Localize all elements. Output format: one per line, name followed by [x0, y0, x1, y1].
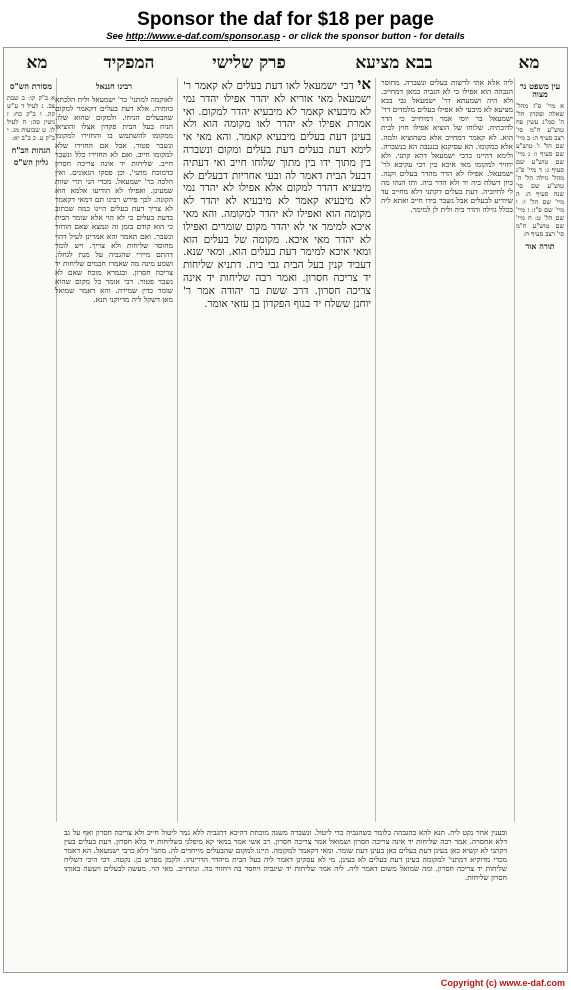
perek-title: פרק שלישי	[212, 53, 286, 73]
gemara-column	[183, 78, 371, 822]
page-header	[4, 52, 567, 74]
talmud-page	[3, 47, 568, 973]
banner-subtitle	[0, 31, 571, 43]
tosafot-text: מכדי הני תרי שוות שמעינן. ואפילו לא הודיעו אלמא הוא הקונה. לכך פירש רבינו תם דמאי דקאמר לא צריך דעת בעלים היינו כמה שכתוב בדעת בעלים כי לא הוי אלא שומר הבית כי הוא קודם בזמן זה ונמצא שאם הוחזר ונשבר. ואם תאמר והא אמרינן לעיל דהוי מחוסר שליחות ולא צריך. ויש לומר דהתם מיירי שהגביה על מנת לגוזלו. ושמע מינה מה שאמרו חכמים שליחות יד צריכה חסרון. ובגמרא מוכח שאם לא נשבר פטור. רבי אומר כל מקום שהוא שומר כדין שמירה. והא דאמר שמואל מאן דשקל ליה מדיוקני תנא.	[55, 176, 173, 305]
chapter-name: המפקיד	[103, 53, 155, 73]
gemara-text: דכי ישמעאל לאו דעת בעלים לא קאמר ר' ישמעאל מאי אוריא לא יהדר אפילו יהדר נמי לא מיבעיא קאמר לא מיבעיא יהדר למקום. ואי אמרת אפילו לא יהדר לאו מקומה הוא ולא בעינן דעת בעלים מיבעיא קאמר. והא מאי אי לימא דעת בעלים דעת בעלים ומקום ונשברה בין מתוך ידו בין מתוך שלוחו חייב ואי דעתיה דבעל הבית דאמר לה ובעי אחריות דבעלים לא מיבעיא דהדר למקום אלא אפילו לא יהדר נמי לא מיבעיא קאמר לא מיבעיא לא יהדר לא מקומה הוא ואפילו לא יהדר למקומה. והא מאי איכא למימר אי לא יהדר מקום שומרים ואפילו לא יהדר מאי איכא. מקומה של בעלים הוא ומאי איכא למימר דעת בעלים הוא. ומאי שנא. דעביד קנין בעל הבית גבי בית. דתניא שליחות יד צריכה חסרון. ואמר רבה שליחות יד אינה צריכה חסרון. דרב ששת בר יהודה אמר ר' יוחנן ששלח יד בגוף הפקדון בן עזאי אומר.	[183, 80, 371, 310]
bottom-commentary-text: ובענין אחר נקט ליה. תנא להא בהגבהה כלומר כשהגביה כדי ליטול. ונשברה משנה מוכחת דהיכא דהגביה ללא גמר ליטול חייב ולא צריכה חסרון ואף על גב דלא אחסרה. אמר רבה שליחות יד אינה צריכה חסרון ושמואל אמר צריכה חסרון. רב אשי אמר במאי קא מיפלגי בשליחות יד בלא חסרון. דעת בעלים בעין דקתני לא קשיא כאן בעינן דעת בעלים כאן בעינן דעת שומר. ומאי דקאמר למקומה. היינו למקום שהבעלים מייחדים לה. מתני' דלא כרבי ישמעאל. הא דאמר מכדי מדוקיא דמתני' למקומה בעינן דעת בעלים לא בעינן. מי לא עסקינן דאמר ליה בעל הבית מיהדר הדרינהו. ולקמן מפרש כן. נקטה. דכי היכי דשליח שליחות יד צריכה חסרון. ומה שמואל משום דאמר ליה. ליה אמר שליחות יד שיגביה ויחסר בה ויחזור בה. ונתחייב. מאי הוי. מעשה לבעלים ויעשה באותו חסרון שליחות.	[64, 828, 507, 883]
rashi-column	[381, 78, 513, 822]
sponsor-link[interactable]: http://www.e-daf.com/sponsor.asp	[125, 31, 281, 42]
gilyon-label: גליון הש"ס	[13, 157, 49, 167]
masechet-title: בבא מציעא	[355, 53, 433, 73]
gemara-opening-word: אי	[357, 78, 371, 93]
masoret-text: א ב"ק קו: ב שבת צב. ג לעיל ד ע"ש קה. ו ב"ק כח: ז גיטין סה: ח לעיל לו. ט שבועות מג. י ב"ק ע. כ ב"ב יא:	[7, 94, 55, 142]
chananel-text: לאוקמה למתני' כר' ישמעאל ולית הלכתא כוותיה. אלא דעת בעלים דקאמר למקום שהבעלים הניחו. ולמקום שהוא שלו. הניח בעל הבית פקדון אצלו והוציאו ממקומו להשתמש בו והחזירו למקומו ונשבר פטור. אבל אם החזירו שלא למקומו חייב. ואם לא החזירו כלל ונשבר חייב. שליחות יד אינה צריכה חסרון כדמוכח מתני'. וכן פסקו הגאונים. ואין הלכה כר' ישמעאל.	[55, 95, 173, 186]
sponsor-banner	[0, 0, 571, 44]
rashi-text: ליה אלא אתי לרשות בעלים ונשברה. מחוסר הגבהה הוא אפילו כי לא הגביה כמאן דמחייב. ולא היה ושמעתא דר' ישמעאל גבי בבא מציעא לא מיבעי לא אפילו בעלים מלמדים דר' ישמעאל בר יוסי אמר דמיחייב כי הדר לדוכתיה. שלוחו של הוציא אפילו חוץ לבית הוא. לא קאמר דמחייב אלא כשהוציא ולמה. אלא כמקומו. הא עסיקנא בנגנבה הא בנשברה. ולימא דהיינו כרבי ישמעאל דהא קתני. ולא יחזיר למקומו מאי איכא בין רבי עקיבא לר' ישמעאל. אפילו לא הדר מהדר בעלים וקנה. כיון דשלח ביה יד ולא הדר ביה. ותו הנהו מה לי לחיוביה. דעת בעלים דקתני דלא מחייב עד שיודיע לבעלים אבל נשבר בידו חייב ואתא ליה בכלל גזילה והדר ביה ולית לן למימר.	[381, 78, 513, 215]
outer-right-column	[516, 78, 564, 822]
chananel-label: רבינו חננאל	[95, 81, 133, 91]
column-divider	[177, 78, 178, 822]
tosafot-column	[55, 78, 173, 822]
daf-number: מא	[518, 53, 540, 73]
masoret-label: מסורת הש"ס	[10, 81, 52, 91]
banner-title: Sponsor the daf for $18 per page	[137, 9, 434, 30]
bottom-commentary	[64, 828, 507, 964]
banner-subtitle-suffix: - or click the sponsor button - for details	[280, 31, 465, 42]
copyright-notice[interactable]: Copyright (c) www.e-daf.com	[440, 978, 565, 988]
column-divider	[375, 78, 376, 822]
torah-or-label: תורה אור	[525, 241, 555, 251]
ein-mishpat-text: א מיי' פ"ז מהל' שאלה ופקדון הל' ה' סמ"ג עשין פח טוש"ע ח"מ סי' רצב סעיף ה: ב מיי' שם הל' ו' טוש"ע שם סעיף ו: ג מיי' שם טוש"ע שם סעיף ג: ד מיי' פ"ג מהל' גזילה הל' ה' טוש"ע שם סי' שנה סעיף ה: ה מיי' שם הל' ו: ו מיי' שם פ"ז: ז מיי' שם הל' ט: ח מיי' שם טוש"ע ח"מ סי' רצב סעיף ח:	[516, 102, 564, 238]
banner-subtitle-prefix: See	[106, 31, 126, 42]
hagahot-label: הגהות הב"ח	[11, 145, 51, 155]
ein-mishpat-label: עין משפט נר מצוה	[519, 81, 561, 99]
outer-left-column	[7, 78, 55, 822]
side-daf-number: מא	[26, 53, 48, 73]
column-divider	[514, 78, 515, 822]
